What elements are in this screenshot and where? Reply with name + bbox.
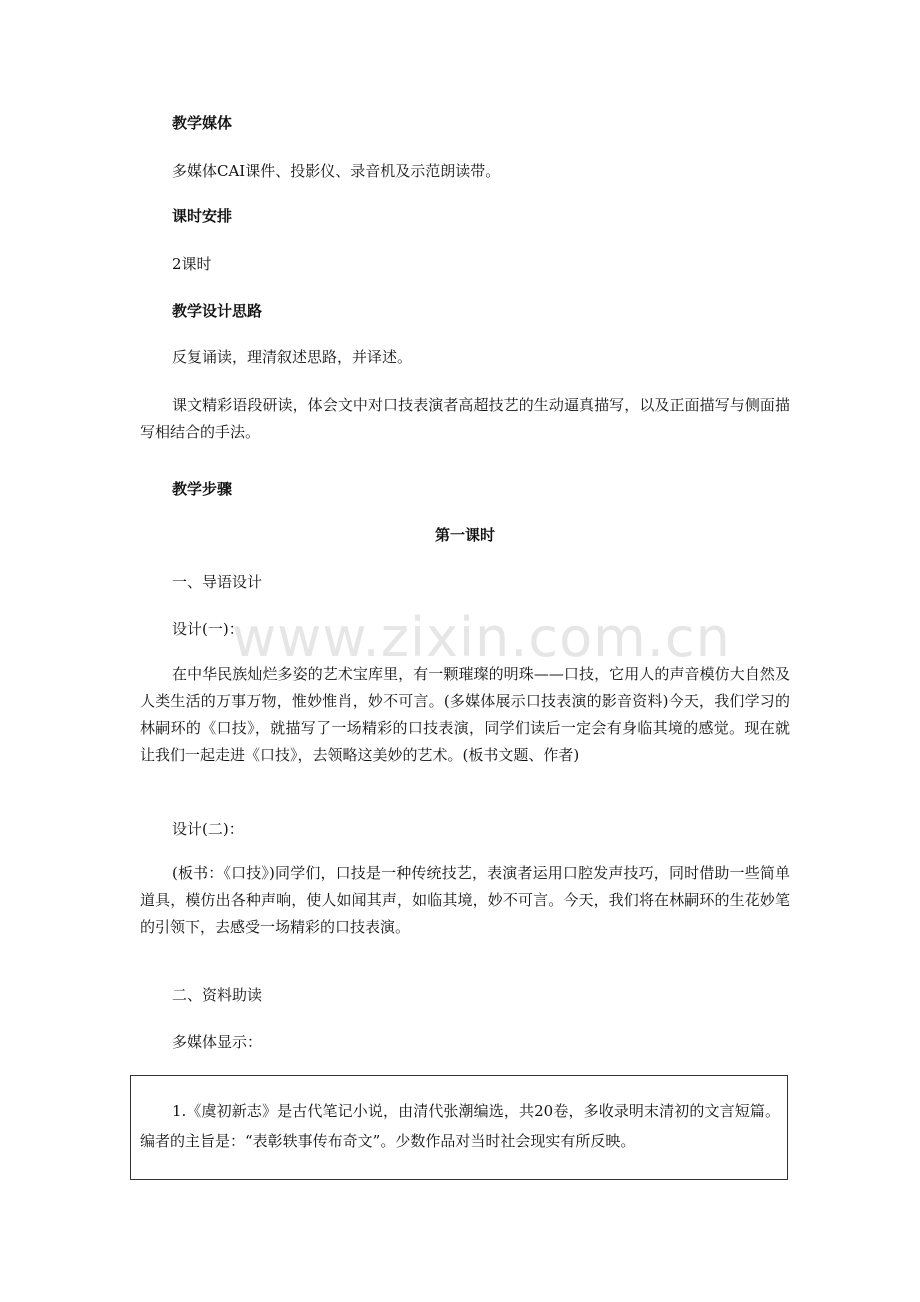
heading-design-ideas: 教学设计思路 [172,302,263,320]
text-design-ideas-2: 课文精彩语段研读，体会文中对口技表演者高超技艺的生动逼真描写，以及正面描写与侧面描写相结合的手法。 [140,396,790,441]
text-design-ideas-1: 反复诵读，理清叙述思路，并译述。 [172,348,413,366]
label-design-two: 设计(二)： [172,820,244,838]
text-class-hours: 2课时 [172,255,212,273]
info-box-text: 1.《虞初新志》是古代笔记小说，由清代张潮编选，共20卷，多收录明末清初的文言短篇。编者的主旨是：“表彰轶事传布奇文”。少数作品对当时社会现实有所反映。 [140,1102,780,1150]
heading-teaching-steps: 教学步骤 [172,480,233,498]
heading-first-lesson: 第一课时 [434,526,495,544]
heading-intro-design: 一、导语设计 [172,573,263,591]
label-design-one: 设计(一)： [172,620,244,638]
label-multimedia: 多媒体显示： [172,1033,263,1051]
info-box [130,1075,788,1180]
watermark: www.zixin.com.cn [232,606,731,669]
heading-teaching-media: 教学媒体 [172,114,233,132]
heading-reading-materials: 二、资料助读 [172,986,263,1004]
text-design-one: 在中华民族灿烂多姿的艺术宝库里，有一颗璀璨的明珠——口技，它用人的声音模仿大自然及人类生活的万事万物，惟妙惟肖，妙不可言。(多媒体展示口技表演的影音资料)今天，我们学习的林嗣环的《口技》，就描写了一场精彩的口技表演，同学们读后一定会有身临其境的感觉。现在就让我们一起走进《口技》，去领略这美妙的艺术。(板书文题、作者) [140,665,790,764]
heading-class-hours: 课时安排 [172,207,233,225]
text-teaching-media: 多媒体CAI课件、投影仪、录音机及示范朗读带。 [172,162,501,180]
text-design-two: (板书：《口技》)同学们，口技是一种传统技艺，表演者运用口腔发声技巧，同时借助一些简单道具，模仿出各种声响，使人如闻其声，如临其境，妙不可言。今天，我们将在林嗣环的生花妙笔的引领下，去感受一场精彩的口技表演。 [140,864,790,936]
